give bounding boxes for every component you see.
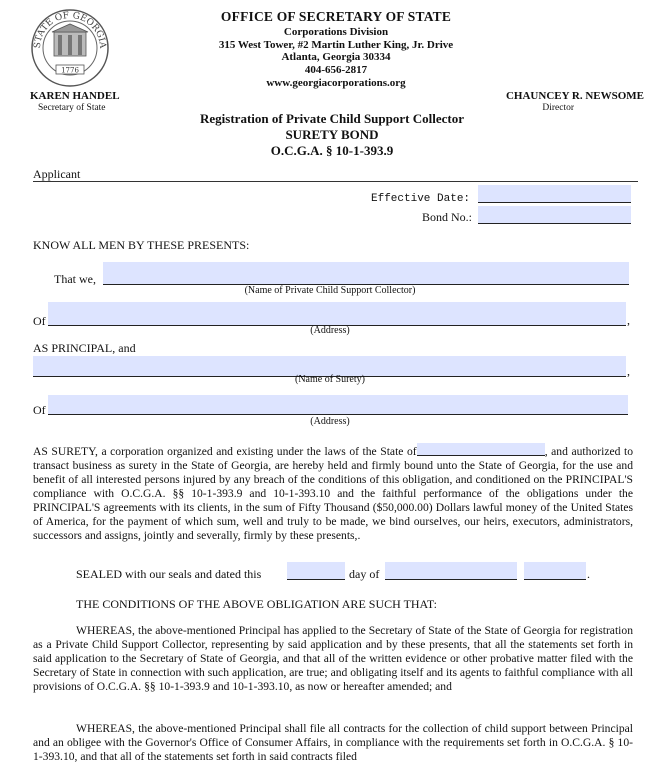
effective-date-field[interactable]	[478, 185, 631, 203]
day-field[interactable]	[287, 562, 345, 580]
applicant-label: Applicant	[33, 167, 81, 181]
seal-ring-text: STATE OF GEORGIA	[32, 10, 108, 49]
collector-name-caption: (Name of Private Child Support Collector)	[244, 285, 416, 296]
whereas-paragraph-2: WHEREAS, the above-mentioned Principal shall file all contracts for the collection of child support between Principal and an obligee with the Governor's Office of Consumer Affairs, in compliance with the requirements set forth in O.C.G.A. § 10-1-393.10, and that all of the statements set forth in said contracts filed	[33, 722, 633, 763]
comma-1: ,	[627, 313, 630, 327]
secretary-title: Secretary of State	[38, 103, 106, 113]
surety-body: authorized to transact business as surety in the State of Georgia, are hereby held and firmly bound unto the State of Georgia, for the use and benefit of all interested persons injured by any breach of the conditions of this obligation, and conditioned on the PRINCIPAL'S compliance with O.C.G.A. §§ 10-1-393.9 and 10-1-393.10 and the faithful performance of the obligations under the PRINCIPAL'S agreements with its clients, in the sum of Fifty Thousand ($50,000.00) Dollars lawful money of the United States of America, for the payment of which sum, well and truly to be made, we bind ourselves, our heirs, executors, administrators, successors and assigns, jointly and severally, firmly by these presents,.	[33, 445, 633, 542]
sealed-label: SEALED with our seals and dated this	[76, 567, 262, 581]
office-address-block	[150, 26, 522, 90]
surety-name-caption: (Name of Surety)	[295, 374, 365, 385]
applicant-divider	[33, 181, 638, 182]
secretary-name: KAREN HANDEL	[30, 90, 120, 102]
state-seal	[30, 8, 110, 88]
director-name: CHAUNCEY R. NEWSOME	[505, 90, 644, 102]
form-title: Registration of Private Child Support Collector	[200, 111, 464, 126]
year-field[interactable]	[524, 562, 586, 580]
that-we-label: That we,	[54, 272, 96, 286]
phone: 404-656-2817	[304, 64, 368, 77]
of-label-2: Of	[33, 403, 46, 417]
collector-name-field[interactable]	[103, 262, 629, 285]
form-code: O.C.G.A. § 10-1-393.9	[270, 143, 394, 158]
state-of-incorporation-field[interactable]	[417, 443, 545, 456]
bond-no-label: Bond No.:	[422, 210, 473, 224]
know-all-heading: KNOW ALL MEN BY THESE PRESENTS:	[33, 238, 250, 252]
surety-address-field[interactable]	[48, 395, 628, 415]
day-of-label: day of	[349, 567, 380, 581]
month-field[interactable]	[385, 562, 517, 580]
whereas-paragraph-1: WHEREAS, the above-mentioned Principal has applied to the Secretary of State of the State of Georgia for registration as a Private Child Support Collector, representing by said application and by these presents, that all the statements set forth in said application to the Secretary of State of Georgia, and that all of the written evidence or other probative matter filed with the Secretary of State in connection with such application, are true; and obligating itself and its agents to faithful compliance with all provisions of O.C.G.A. §§ 10-1-393.9 and 10-1-393.10, as now or hereafter amended; and	[33, 624, 633, 693]
as-principal-label: AS PRINCIPAL, and	[33, 341, 136, 355]
comma-2: ,	[627, 364, 630, 378]
address-caption-1: (Address)	[310, 325, 350, 336]
bond-no-field[interactable]	[478, 206, 631, 224]
surety-intro: AS SURETY, a corporation organized and existing under the laws of the State of	[33, 445, 417, 458]
sealed-period: .	[587, 567, 590, 581]
surety-paragraph	[33, 443, 633, 543]
division: Corporations Division	[283, 26, 389, 38]
street-address: 315 West Tower, #2 Martin Luther King, Jr. Drive	[218, 38, 454, 51]
address-caption-2: (Address)	[310, 416, 350, 427]
principal-address-field[interactable]	[48, 302, 626, 326]
office-heading: OFFICE OF SECRETARY OF STATE	[220, 9, 452, 24]
form-subtitle: SURETY BOND	[285, 127, 379, 142]
of-label-1: Of	[33, 314, 46, 328]
effective-date-label: Effective Date:	[371, 193, 471, 205]
director-title: Director	[542, 103, 574, 113]
website-link[interactable]: www.georgiacorporations.org	[266, 76, 406, 89]
conditions-heading: THE CONDITIONS OF THE ABOVE OBLIGATION ARE SUCH THAT:	[76, 597, 437, 611]
and-word: , and	[544, 445, 568, 458]
city-address: Atlanta, Georgia 30334	[281, 51, 391, 64]
seal-year: 1776	[61, 66, 79, 75]
